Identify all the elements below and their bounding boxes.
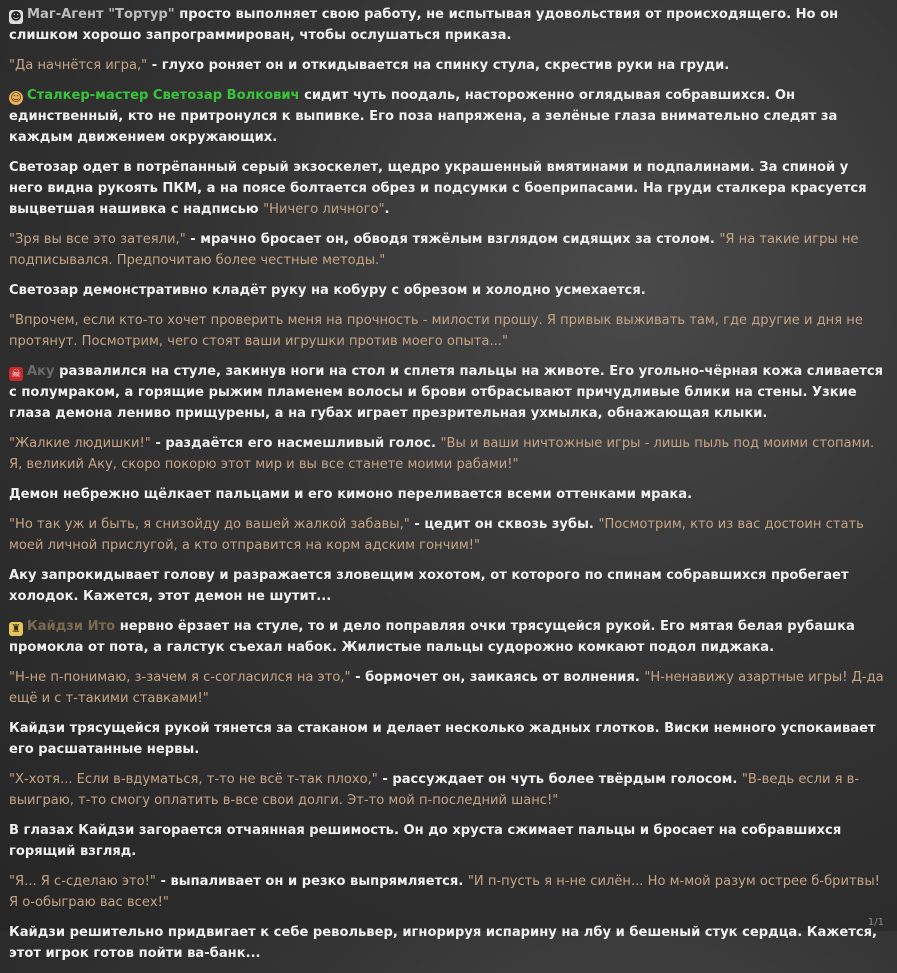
dialogue-quote: "Но так уж и быть, я снизойду до вашей жалкой забавы,": [9, 517, 410, 532]
kaidzi-icon: ♜: [9, 622, 23, 636]
message-kaidzi-speech: [9, 667, 884, 709]
message-aku-speech-2: [9, 514, 884, 556]
dialogue-quote: "Впрочем, если кто-то хочет проверить меня на прочность - милости прошу. Я привык выживать там, где другие и дня не протянут. Посмотрим, чего стоят ваши игрушки против моего опыта...": [9, 313, 863, 349]
narration: - раздаётся его насмешливый голос.: [155, 436, 436, 451]
message-svetozar-intro: [9, 85, 884, 148]
narration: - рассуждает он чуть более твёрдым голосом.: [382, 772, 738, 787]
page-counter: 1/1: [867, 917, 884, 928]
message-svetozar-speech: [9, 229, 884, 271]
dialogue-quote: "Н-не п-понимаю, з-зачем я с-согласился на это,": [9, 670, 351, 685]
dialogue-quote: "Н-ненавижу азартные игры! Д-да ещё и с т-такими ставками!": [9, 670, 884, 706]
narration: - цедит он сквозь зубы.: [414, 517, 594, 532]
narration: Аку запрокидывает голову и разражается зловещим хохотом, от которого по спинам собравшихся пробегает холодок. Кажется, этот демон не шутит...: [9, 568, 849, 604]
character-name-tortur[interactable]: Маг-Агент "Тортур": [27, 7, 175, 22]
message-svetozar-speech-2: [9, 310, 884, 352]
dialogue-quote: "Жалкие людишки!": [9, 436, 151, 451]
dialogue-quote: "Х-хотя... Если в-вдуматься, т-то не всё т-так плохо,": [9, 772, 378, 787]
chat-log: [9, 4, 884, 973]
message-kaidzi-resolve: [9, 820, 884, 862]
dialogue-quote: "Я на такие игры не подписывался. Предпочитаю более честные методы.": [9, 232, 859, 268]
character-name-kaidzi[interactable]: Кайдзи Ито: [27, 619, 116, 634]
character-name-aku[interactable]: Аку: [27, 364, 55, 379]
character-name-svetozar[interactable]: Сталкер-мастер Светозар Волкович: [27, 88, 300, 103]
dialogue-quote: "И п-пусть я н-не силён... Но м-мой разум острее б-бритвы! Я о-обыграю вас всех!": [9, 874, 880, 910]
narration: - мрачно бросает он, обводя тяжёлым взглядом сидящих за столом.: [190, 232, 715, 247]
stalker-face-icon: ☺: [10, 91, 22, 104]
message-svetozar-action: [9, 280, 884, 301]
narration: Кайдзи трясущейся рукой тянется за стаканом и делает несколько жадных глотков. Виски немного успокаивает его расшатанные нервы.: [9, 721, 876, 757]
message-kaidzi-speech-3: [9, 871, 884, 913]
dialogue-quote: "Да начнётся игра,": [9, 58, 148, 73]
demon-icon: ☠: [9, 367, 23, 381]
message-kaidzi-action: [9, 718, 884, 760]
message-kaidzi-intro: [9, 616, 884, 658]
narration: просто выполняет свою работу, не испытывая удовольствия от происходящего. Но он слишком хорошо запрограммирован, чтобы ослушаться приказа.: [9, 7, 839, 43]
dialogue-quote: "В-ведь если я в-выиграю, т-то смогу оплатить в-все свои долги. Эт-то мой п-последний шанс!": [9, 772, 860, 808]
narration: Демон небрежно щёлкает пальцами и его кимоно переливается всеми оттенками мрака.: [9, 487, 693, 502]
narration: - выпаливает он и резко выпрямляется.: [160, 874, 464, 889]
dialogue-quote: "Ничего личного": [263, 202, 385, 217]
narration: Кайдзи решительно придвигает к себе револьвер, игнорируя испарину на лбу и бешеный стук сердца. Кажется, этот игрок готов пойти ва-банк...: [9, 925, 877, 961]
narration: нервно ёрзает на стуле, то и дело поправляя очки трясущейся рукой. Его мятая белая рубашка промокла от пота, а галстук съехал набок. Жилистые пальцы судорожно комкают подол пиджака.: [9, 619, 855, 655]
message-aku-action: [9, 484, 884, 505]
message-kaidzi-final: [9, 922, 884, 964]
narration: - бормочет он, заикаясь от волнения.: [355, 670, 640, 685]
dialogue-quote: "Вы и ваши ничтожные игры - лишь пыль под моими стопами. Я, великий Аку, скоро покорю этот мир и вы все станете моими рабами!": [9, 436, 875, 472]
narration: сидит чуть поодаль, настороженно оглядывая собравшихся. Он единственный, кто не притронулся к выпивке. Его поза напряжена, а зелёные глаза внимательно следят за каждым движением окружающих.: [9, 88, 838, 145]
message-aku-intro: [9, 361, 884, 424]
narration: развалился на стуле, закинув ноги на стол и сплетя пальцы на животе. Его угольно-чёрная кожа сливается с полумраком, а горящие рыжим пламенем волосы и брови отбрасывают причудливые блики на стены. Узкие глаза демона лениво прищурены, а на губах играет презрительная ухмылка, обнажающая клыки.: [9, 364, 884, 421]
message-aku-speech: [9, 433, 884, 475]
robot-icon: ☻: [10, 10, 22, 23]
message-kaidzi-speech-2: [9, 769, 884, 811]
narration: - глухо роняет он и откидывается на спинку стула, скрестив руки на груди.: [151, 58, 730, 73]
message-tortur-intro: [9, 4, 884, 46]
dialogue-quote: "Посмотрим, кто из вас достоин стать моей личной прислугой, а кто отправится на корм адским гончим!": [9, 517, 864, 553]
dialogue-quote: "Зря вы все это затеяли,": [9, 232, 186, 247]
narration: Светозар демонстративно кладёт руку на кобуру с обрезом и холодно усмехается.: [9, 283, 646, 298]
narration: Светозар одет в потрёпанный серый экзоскелет, щедро украшенный вмятинами и подпалинами. За спиной у него видна рукоять ПКМ, а на поясе болтается обрез и подсумки с боеприпасами. На груди сталкера красуется выцветшая нашивка с надписью: [9, 160, 867, 217]
dialogue-quote: "Я... Я с-сделаю это!": [9, 874, 156, 889]
narration-tail: .: [384, 202, 390, 217]
narration: В глазах Кайдзи загорается отчаянная решимость. Он до хруста сжимает пальцы и бросает на собравшихся горящий взгляд.: [9, 823, 842, 859]
message-aku-laugh: [9, 565, 884, 607]
message-tortur-speech: [9, 55, 884, 76]
message-svetozar-outfit: [9, 157, 884, 220]
